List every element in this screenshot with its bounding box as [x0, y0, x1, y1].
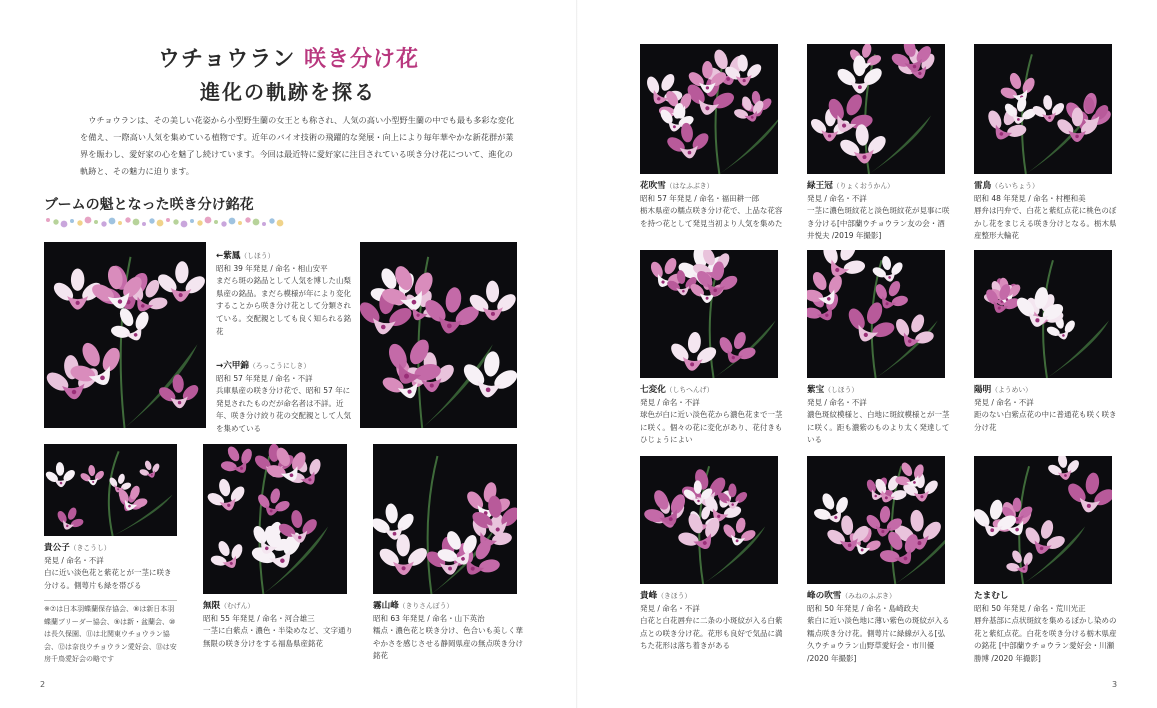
caption-meta: 発見 / 命名・不詳: [640, 603, 700, 613]
decorative-dot: [238, 221, 242, 225]
caption-desc: 球色が白に近い淡色花から濃色花まで一茎に咲く。個々の花に変化があり、花付きもひじょうによい: [640, 410, 783, 445]
caption-ryokuoukan: [807, 180, 951, 243]
orchid-leaf: [125, 344, 198, 428]
caption-reading: （らいちょう）: [991, 182, 1039, 190]
caption-reading: （しほう）: [240, 252, 275, 260]
caption-kirisanpo: [373, 600, 523, 663]
decorative-dot: [70, 219, 74, 223]
decorative-dot: [221, 221, 226, 226]
caption-name: 貴公子: [44, 543, 70, 553]
orchid-flower: [44, 461, 78, 488]
caption-meta: 昭和 50 年発見 / 命名・荒川光正: [974, 603, 1086, 613]
decorative-dot: [94, 220, 98, 224]
decorative-dot: [181, 221, 188, 228]
decorative-dot: [205, 217, 212, 224]
orchid-photo-mugen: [203, 444, 347, 594]
caption-meta: 発見 / 命名・不詳: [807, 193, 867, 203]
orchid-photo-ryokuoukan: [807, 44, 945, 174]
caption-desc: 濃色斑紋模様と、白地に斑紋模様とが一茎に咲く。距も濃紫のものより太く発達している: [807, 410, 950, 445]
caption-name: 陽明: [974, 385, 992, 395]
decorative-dot: [109, 218, 116, 225]
orchid-photo-kihou: [640, 456, 778, 584]
decorative-dot: [245, 217, 250, 222]
orchid-photo-tamamushi: [974, 456, 1112, 584]
caption-name: 紫宝: [807, 385, 825, 395]
orchid-photo-rokko: [360, 242, 517, 428]
decorative-dot: [53, 219, 58, 224]
orchid-flower: [203, 533, 251, 576]
caption-reading: （ろっこうにしき）: [248, 362, 311, 370]
caption-meta: 昭和 63 年発見 / 命名・山下英治: [373, 613, 485, 623]
caption-meta: 昭和 55 年発見 / 命名・河合雄三: [203, 613, 315, 623]
orchid-flower: [376, 534, 431, 576]
decorative-dot: [61, 221, 68, 228]
decorative-dot: [133, 219, 140, 226]
orchid-flower: [78, 463, 107, 487]
orchid-cluster: [44, 242, 206, 428]
orchid-photo-kirisanpo: [373, 444, 517, 594]
caption-desc: 紫白に近い淡色地に薄い紫色の斑紋が入る糯点咲き分け花。側萼片に緑線が入る[弘久ウチョウラン山野草愛好会・市川優 /2020 年撮影]: [807, 616, 950, 663]
orchid-cluster: [807, 456, 945, 584]
caption-reading: （はなふぶき）: [665, 182, 714, 190]
abbreviation-note: ※⑦は日本羽蝶蘭保存協会、⑧は新日本羽蝶蘭ブリーダー協会、⑨は新・盆蘭会、⑩は長久保園、⑪は北関東ウチョウラン協会、⑫は奈良ウチョウラン愛好会、⑬は安房千鳥愛好会の略です: [44, 600, 177, 666]
orchid-cluster: [640, 44, 778, 174]
orchid-flower: [718, 514, 761, 550]
decorative-dot: [46, 218, 50, 222]
decorative-dot: [125, 217, 130, 222]
orchid-stem: [428, 456, 438, 594]
orchid-cluster: [807, 44, 945, 174]
caption-meta: 昭和 48 年発見 / 命名・村樫和美: [974, 193, 1086, 203]
orchid-cluster: [974, 456, 1112, 584]
caption-name: 峰の吹雪: [807, 591, 842, 601]
orchid-cluster: [203, 444, 347, 594]
orchid-cluster: [373, 444, 517, 594]
page-subtitle: 進化の軌跡を探る: [200, 80, 376, 104]
caption-tamamushi: [974, 590, 1118, 666]
orchid-flower: [155, 373, 202, 410]
caption-desc: 一茎に濃色斑紋花と淡色斑紋花が見事に咲き分ける[中部蘭ウチョウラン友の会・酒井悦夫 /2019 年撮影]: [807, 206, 950, 241]
caption-rokko: [216, 360, 352, 436]
orchid-cluster: [44, 444, 177, 536]
caption-reading: （りょくおうかん）: [832, 182, 894, 190]
orchid-flower: [112, 480, 154, 517]
left-page: [0, 0, 578, 708]
title-accent: 咲き分け花: [304, 46, 420, 72]
caption-meta: 発見 / 命名・不詳: [974, 397, 1034, 407]
decorative-dot: [173, 219, 178, 224]
decorative-dot: [269, 218, 274, 223]
orchid-flower: [252, 484, 295, 520]
caption-reading: （きりさんぽう）: [398, 602, 454, 610]
orchid-flower: [1054, 107, 1100, 142]
caption-name: 無限: [203, 601, 221, 611]
caption-name: ←紫鳳: [216, 251, 241, 261]
caption-reading: （ようめい）: [991, 386, 1032, 394]
caption-name: →六甲錦: [216, 361, 249, 371]
caption-name: 七変化: [640, 385, 666, 395]
orchid-cluster: [640, 456, 778, 584]
orchid-leaf: [719, 116, 778, 175]
caption-meta: 昭和 50 年発見 / 命名・島崎政夫: [807, 603, 919, 613]
orchid-flower: [203, 474, 251, 515]
caption-name: 緑王冠: [807, 181, 833, 191]
caption-reading: （しほう）: [824, 386, 859, 394]
caption-reading: （むげん）: [220, 602, 255, 610]
decorative-dot: [85, 217, 92, 224]
orchid-photo-youmei: [974, 250, 1112, 378]
orchid-photo-shichihenge: [640, 250, 778, 378]
caption-meta: 発見 / 命名・不詳: [807, 397, 867, 407]
decorative-dot: [229, 218, 236, 225]
orchid-flower: [51, 502, 89, 535]
decorative-dot: [214, 220, 218, 224]
caption-meta: 昭和 39 年発見 / 命名・相山安平: [216, 263, 328, 273]
decorative-dot: [190, 219, 194, 223]
title-main: ウチョウラン: [158, 46, 296, 72]
page-number-right: 3: [1112, 680, 1118, 689]
caption-shiho: [216, 250, 352, 338]
caption-reading: （きほう）: [657, 592, 692, 600]
decorative-dot: [166, 218, 170, 222]
orchid-stem: [259, 456, 269, 594]
orchid-flower: [135, 456, 164, 481]
decorative-dot: [197, 220, 202, 225]
page-number-left: 2: [40, 680, 46, 689]
orchid-photo-kikoushi: [44, 444, 177, 536]
caption-reading: （しちへんげ）: [665, 386, 714, 394]
decorative-dot: [101, 221, 106, 226]
caption-meta: 昭和 57 年発見 / 命名・福田耕一郎: [640, 193, 760, 203]
caption-desc: 糯点・濃色花と咲き分け、色合いも美しく華やかさを感じさせる静岡県産の無点咲き分け銘花: [373, 626, 523, 661]
caption-meta: 昭和 57 年発見 / 命名・不詳: [216, 373, 313, 383]
caption-mugen: [203, 600, 353, 650]
orchid-cluster: [974, 250, 1112, 378]
caption-minenofubuki: [807, 590, 951, 666]
caption-meta: 発見 / 命名・不詳: [640, 397, 700, 407]
orchid-flower: [868, 252, 907, 285]
decorative-dot: [277, 220, 284, 227]
decorative-dot: [149, 218, 154, 223]
decorative-dot: [142, 222, 146, 226]
orchid-flower: [373, 500, 419, 543]
caption-name: 霧山峰: [373, 601, 399, 611]
page-title: [158, 42, 419, 73]
orchid-photo-raichou: [974, 44, 1112, 174]
orchid-photo-hanafubuki: [640, 44, 778, 174]
decorative-dot: [118, 221, 122, 225]
decorative-dot-row: [44, 216, 284, 228]
caption-desc: 唇弁基部に点状斑紋を集めるぼかし染めの花と紫紅点花。白花を咲き分ける栃木県産の銘花 [中部蘭ウチョウラン愛好会・川瀬勝博 /2020 年撮影]: [974, 616, 1117, 663]
orchid-photo-shihou: [807, 250, 945, 378]
decorative-dot: [77, 220, 82, 225]
section-heading: ブームの魁となった咲き分け銘花: [44, 197, 254, 213]
caption-desc: 白花と白花唇弁に二条の小斑紋が入る白紫点との咲き分け花。花形も良好で気品に満ちた花形は落ち着きがある: [640, 616, 783, 651]
caption-name: 雷鳥: [974, 181, 992, 191]
decorative-dot: [157, 220, 164, 227]
caption-desc: 白に近い淡色花と紫花とが一茎に咲き分ける。側萼片も緑を帯びる: [44, 568, 172, 590]
intro-paragraph: ウチョウランは、その美しい花姿から小型野生蘭の女王とも称され、人気の高い小型野生蘭の中でも最も多彩な変化を備え、一際高い人気を集めている植物です。近年のバイオ技術の飛躍的な発展・向上により毎年華やかな新花群が業界を賑わし、愛好家の心を魅了し続けています。今回は最近特に愛好家に注目されている咲き分け花について、進化の軌跡と、その魅力に迫ります。: [80, 115, 515, 176]
caption-desc: 一茎に白紫点・濃色・半染めなど、文字通り無限の咲き分けをする福島県産銘花: [203, 626, 353, 648]
orchid-photo-minenofubuki: [807, 456, 945, 584]
caption-desc: 距のない白紫点花の中に普通花も咲く咲き分け花: [974, 410, 1117, 432]
caption-kihou: [640, 590, 784, 653]
decorative-dot: [253, 219, 260, 226]
caption-name: 貴峰: [640, 591, 658, 601]
orchid-cluster: [974, 44, 1112, 174]
orchid-flower: [711, 325, 763, 371]
caption-desc: 栃木県産の糯点咲き分け花で、上品な花容を持つ花として発見当初より人気を集めた: [640, 206, 783, 228]
caption-desc: 唇弁は円弁で、白花と紫紅点花に桃色のぼかし花をまじえる咲き分けとなる。栃木県産整形大輪花: [974, 206, 1117, 241]
orchid-cluster: [640, 250, 778, 378]
orchid-cluster: [807, 250, 945, 378]
decorative-dot: [262, 222, 266, 226]
caption-kikoushi: [44, 542, 177, 592]
caption-name: たまむし: [974, 591, 1009, 601]
orchid-cluster: [360, 242, 517, 428]
right-page: [578, 0, 1157, 708]
caption-desc: 兵庫県産の咲き分け花で、昭和 57 年に発見されたものだが命名者は不詳。近年、咲き分け絞り花の交配親として人気を集めている: [216, 386, 351, 433]
orchid-flower: [807, 281, 848, 331]
caption-raichou: [974, 180, 1118, 243]
orchid-flower: [1044, 456, 1084, 483]
caption-reading: （みねのふぶき）: [841, 592, 896, 600]
orchid-stem: [109, 451, 119, 536]
caption-shichihenge: [640, 384, 784, 447]
caption-youmei: [974, 384, 1118, 434]
caption-desc: まだら斑の銘品として人気を博した山梨県産の銘品。まだら模様が年により変化することから咲き分け花として分類されている。交配親としても良く知られる銘花: [216, 276, 351, 336]
orchid-flower: [154, 260, 206, 303]
caption-reading: （きこうし）: [69, 544, 111, 552]
caption-name: 花吹雪: [640, 181, 666, 191]
caption-meta: 発見 / 命名・不詳: [44, 555, 104, 565]
caption-shihou: [807, 384, 951, 447]
caption-hanafubuki: [640, 180, 784, 230]
orchid-photo-shiho: [44, 242, 206, 428]
orchid-flower: [213, 444, 261, 482]
